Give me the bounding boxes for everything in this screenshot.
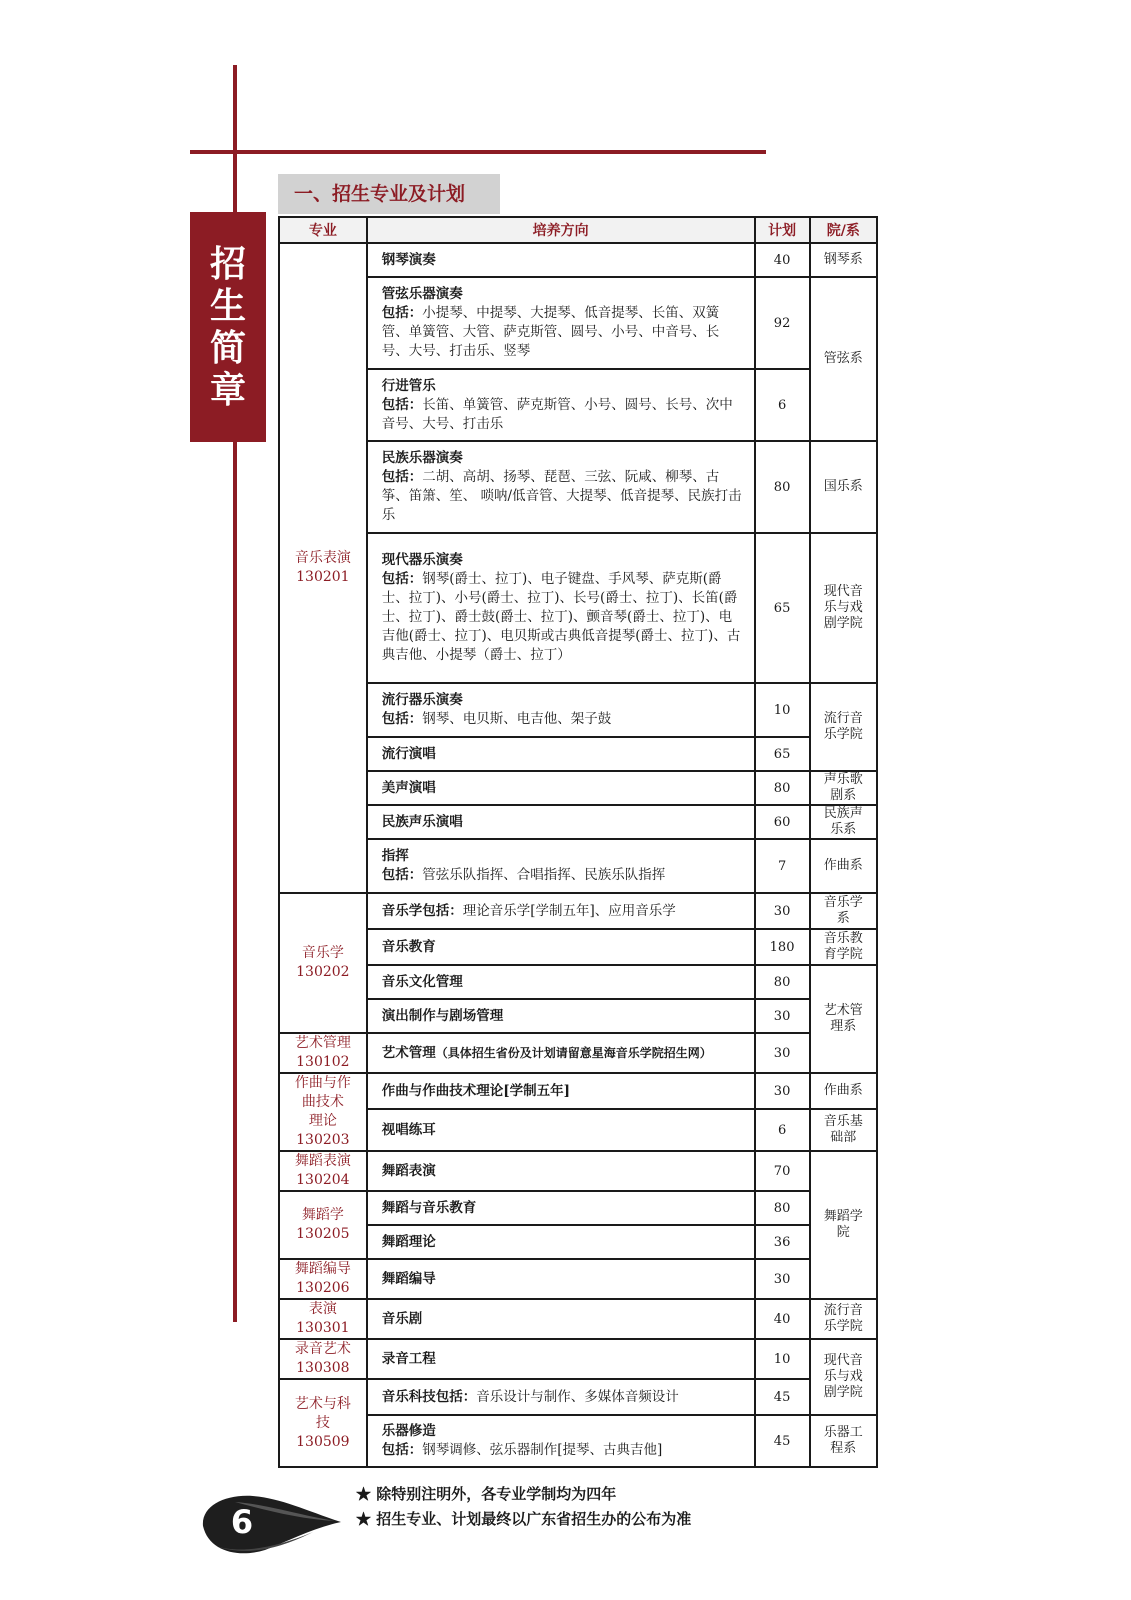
major-code: 130204 (296, 1172, 350, 1188)
detail-label: 包括： (381, 469, 423, 485)
table-row (279, 1299, 877, 1339)
table-row (279, 1259, 877, 1299)
direction-detail: 钢琴(爵士、拉丁)、电子键盘、手风琴、萨克斯(爵士、拉丁)、小号(爵士、拉丁)、长号(爵士、拉丁)、长笛(爵士、拉丁)、爵士鼓(爵士、拉丁)、颤音琴(爵士、拉丁)、电吉他(爵士、拉丁)、电贝斯或古典低音提琴(爵士、拉丁)、古典吉他、小提琴（爵士、拉丁） (381, 571, 741, 663)
major-name: 技 (315, 1414, 330, 1431)
direction-detail: 小提琴、中提琴、大提琴、低音提琴、长笛、双簧管、单簧管、大管、萨克斯管、圆号、小号、中音号、长号、大号、打击乐、竖琴 (381, 305, 720, 359)
direction-cell (367, 1299, 755, 1339)
major-code: 130308 (296, 1360, 350, 1376)
dept-cell (810, 243, 877, 277)
plan-cell: 80 (755, 441, 810, 533)
direction-cell (367, 1033, 755, 1073)
plan-cell: 80 (755, 1191, 810, 1225)
direction-cell (367, 1073, 755, 1109)
direction-name: 管弦乐器演奏 (381, 286, 463, 302)
direction-name: 美声演唱 (381, 779, 436, 796)
direction-detail: 二胡、高胡、扬琴、琵琶、三弦、阮咸、柳琴、古筝、笛箫、笙、 唢呐/低音管、大提琴、低音提琴、民族打击乐 (381, 469, 742, 523)
major-code: 130202 (296, 964, 350, 980)
direction-cell (367, 805, 755, 839)
table-row (279, 771, 877, 805)
direction-cell (367, 965, 755, 999)
major-name: 表演 (308, 1301, 337, 1317)
direction-name: 流行器乐演奏 (381, 692, 463, 708)
direction-cell (367, 1151, 755, 1191)
major-name: 舞蹈表演 (294, 1153, 351, 1169)
dept-name: 流行音乐学院 (823, 711, 863, 742)
direction-name: 录音工程 (381, 1350, 436, 1367)
table-row (279, 1339, 877, 1379)
direction-cell (367, 1415, 755, 1467)
direction-cell (367, 1191, 755, 1225)
table-row (279, 441, 877, 533)
header-direction: 培养方向 (367, 217, 755, 243)
horizontal-rule (190, 150, 766, 154)
dept-cell (810, 1151, 877, 1299)
direction-cell (367, 1379, 755, 1415)
major-name: 舞蹈编导 (294, 1261, 351, 1277)
plan-cell: 60 (755, 805, 810, 839)
major-cell (279, 1339, 367, 1379)
plan-cell: 30 (755, 999, 810, 1033)
major-code: 130203 (296, 1132, 350, 1148)
side-title-char: 章 (209, 369, 246, 411)
direction-cell (367, 441, 755, 533)
major-cell (279, 1073, 367, 1151)
table-row (279, 737, 877, 771)
plan-cell: 45 (755, 1415, 810, 1467)
plan-cell: 65 (755, 533, 810, 683)
dept-name: 舞蹈学院 (823, 1209, 863, 1240)
direction-cell (367, 893, 755, 929)
direction-name: 行进管乐 (381, 377, 436, 394)
major-name: 作曲与作 (294, 1075, 351, 1091)
direction-detail: 理论音乐学[学制五年]、应用音乐学 (462, 902, 676, 919)
direction-note: （具体招生省份及计划请留意星海音乐学院招生网） (435, 1045, 712, 1060)
direction-cell (367, 929, 755, 965)
direction-name: 舞蹈编导 (381, 1270, 436, 1287)
major-cell (279, 1299, 367, 1339)
dept-cell (810, 1339, 877, 1415)
dept-name: 音乐基础部 (823, 1114, 863, 1145)
dept-name: 乐器工程系 (823, 1425, 863, 1456)
direction-name: 乐器修造 (381, 1423, 436, 1439)
table-row (279, 893, 877, 929)
plan-cell: 40 (755, 1299, 810, 1339)
plan-cell: 80 (755, 771, 810, 805)
major-name: 曲技术 (301, 1094, 344, 1110)
plan-cell: 10 (755, 683, 810, 737)
direction-cell (367, 369, 755, 441)
dept-name: 作曲系 (823, 858, 863, 873)
major-name: 录音艺术 (294, 1341, 351, 1357)
major-code: 130102 (296, 1054, 350, 1070)
dept-cell (810, 1073, 877, 1109)
direction-cell (367, 1109, 755, 1151)
plan-cell: 30 (755, 893, 810, 929)
footnotes (356, 1482, 691, 1532)
direction-cell (367, 1225, 755, 1259)
major-name: 音乐表演 (294, 550, 351, 566)
plan-cell: 80 (755, 965, 810, 999)
direction-name: 音乐科技包括： (381, 1388, 477, 1405)
table-row (279, 1109, 877, 1151)
plan-cell: 40 (755, 243, 810, 277)
direction-name: 指挥 (381, 848, 409, 864)
header-major: 专业 (279, 217, 367, 243)
plan-cell: 70 (755, 1151, 810, 1191)
dept-cell (810, 893, 877, 929)
detail-label: 包括： (381, 396, 423, 413)
side-title-char: 简 (209, 327, 246, 369)
direction-cell (367, 243, 755, 277)
direction-name: 现代器乐演奏 (381, 552, 463, 568)
plan-cell: 30 (755, 1073, 810, 1109)
direction-name: 音乐教育 (381, 938, 436, 955)
section-title: 一、招生专业及计划 (278, 174, 500, 214)
table-row (279, 999, 877, 1033)
footnote: ★ 除特别注明外，各专业学制均为四年 (356, 1485, 617, 1503)
dept-name: 作曲系 (823, 1083, 863, 1098)
dept-name: 流行音乐学院 (823, 1303, 863, 1334)
direction-cell (367, 737, 755, 771)
major-code: 130206 (296, 1280, 350, 1296)
direction-cell (367, 999, 755, 1033)
direction-name: 流行演唱 (381, 745, 436, 762)
table-row (279, 1415, 877, 1467)
header-dept: 院/系 (810, 217, 877, 243)
side-title-char: 生 (209, 285, 246, 327)
plan-cell: 45 (755, 1379, 810, 1415)
dept-name: 现代音乐与戏剧学院 (823, 584, 863, 631)
table-row (279, 1073, 877, 1109)
major-cell (279, 1259, 367, 1299)
direction-detail: 管弦乐队指挥、合唱指挥、民族乐队指挥 (422, 867, 666, 883)
direction-name: 音乐文化管理 (381, 973, 463, 990)
major-code: 130205 (296, 1226, 350, 1242)
plan-cell: 30 (755, 1033, 810, 1073)
direction-detail: 长笛、单簧管、萨克斯管、小号、圆号、长号、次中音号、大号、打击乐 (381, 396, 733, 432)
dept-name: 管弦系 (823, 351, 863, 366)
direction-name: 民族声乐演唱 (381, 813, 463, 830)
direction-cell (367, 533, 755, 683)
plan-cell: 6 (755, 1109, 810, 1151)
direction-cell (367, 1339, 755, 1379)
direction-name: 舞蹈表演 (381, 1162, 436, 1179)
plan-cell: 10 (755, 1339, 810, 1379)
detail-label: 包括： (381, 1442, 423, 1458)
table-row (279, 1225, 877, 1259)
dept-name: 音乐教育学院 (823, 931, 863, 962)
major-cell (279, 1379, 367, 1467)
major-name: 音乐学 (301, 945, 344, 961)
major-cell (279, 243, 367, 893)
dept-cell (810, 805, 877, 839)
plan-cell: 6 (755, 369, 810, 441)
dept-name: 民族声乐系 (823, 806, 863, 837)
direction-name: 舞蹈与音乐教育 (381, 1199, 477, 1216)
dept-cell (810, 533, 877, 683)
direction-name: 演出制作与剧场管理 (381, 1007, 504, 1024)
direction-cell (367, 1259, 755, 1299)
table-row (279, 533, 877, 683)
table-row (279, 1033, 877, 1073)
table-row (279, 805, 877, 839)
plan-cell: 180 (755, 929, 810, 965)
dept-name: 艺术管理系 (823, 1003, 863, 1034)
major-code: 130301 (296, 1320, 350, 1336)
table-row (279, 277, 877, 369)
major-name: 艺术管理 (294, 1035, 351, 1051)
dept-cell (810, 277, 877, 441)
side-title-block (190, 212, 266, 442)
direction-detail: 钢琴、电贝斯、电吉他、架子鼓 (422, 711, 612, 727)
table-row (279, 839, 877, 893)
dept-name: 声乐歌剧系 (823, 772, 863, 803)
major-code: 130201 (296, 569, 350, 585)
table-row (279, 1151, 877, 1191)
direction-detail: 钢琴调修、弦乐器制作[提琴、古典吉他] (422, 1442, 663, 1458)
side-title-char: 招 (209, 243, 246, 285)
direction-cell (367, 839, 755, 893)
major-name: 艺术与科 (294, 1395, 351, 1412)
dept-cell (810, 441, 877, 533)
detail-label: 包括： (381, 305, 423, 321)
dept-name: 钢琴系 (823, 252, 863, 267)
direction-cell (367, 683, 755, 737)
dept-cell (810, 965, 877, 1073)
table-row (279, 929, 877, 965)
table-row (279, 369, 877, 441)
table-row (279, 243, 877, 277)
dept-cell (810, 839, 877, 893)
dept-name: 现代音乐与戏剧学院 (823, 1353, 863, 1400)
plan-cell: 65 (755, 737, 810, 771)
footnote: ★ 招生专业、计划最终以广东省招生办的公布为准 (356, 1510, 692, 1528)
ink-brush-stroke (195, 1488, 345, 1560)
major-cell (279, 893, 367, 1033)
major-name: 舞蹈学 (301, 1207, 344, 1223)
major-cell (279, 1151, 367, 1191)
dept-cell (810, 1415, 877, 1467)
direction-cell (367, 771, 755, 805)
dept-cell (810, 1299, 877, 1339)
major-cell (279, 1033, 367, 1073)
direction-name: 音乐学包括： (381, 902, 463, 919)
enrollment-plan-table (278, 216, 878, 1468)
plan-cell: 7 (755, 839, 810, 893)
direction-name: 舞蹈理论 (381, 1233, 436, 1250)
direction-name: 视唱练耳 (381, 1121, 436, 1138)
detail-label: 包括： (381, 867, 423, 883)
dept-name: 国乐系 (823, 479, 863, 494)
plan-cell: 30 (755, 1259, 810, 1299)
table-row (279, 1379, 877, 1415)
dept-cell (810, 771, 877, 805)
detail-label: 包括： (381, 711, 423, 727)
plan-cell: 92 (755, 277, 810, 369)
direction-name: 民族乐器演奏 (381, 450, 463, 466)
major-name: 理论 (308, 1113, 337, 1129)
table-header-row (279, 217, 877, 243)
direction-detail: 音乐设计与制作、多媒体音频设计 (476, 1388, 679, 1405)
table-row (279, 965, 877, 999)
plan-cell: 36 (755, 1225, 810, 1259)
dept-cell (810, 929, 877, 965)
major-cell (279, 1191, 367, 1259)
direction-cell (367, 277, 755, 369)
table-row (279, 1191, 877, 1225)
direction-name: 艺术管理 (381, 1044, 436, 1061)
direction-name: 作曲与作曲技术理论[学制五年] (381, 1082, 571, 1099)
table-row (279, 683, 877, 737)
page-number: 6 (230, 1503, 254, 1541)
dept-cell (810, 683, 877, 771)
direction-name: 钢琴演奏 (381, 251, 436, 268)
detail-label: 包括： (381, 571, 423, 587)
dept-name: 音乐学系 (823, 895, 863, 926)
major-code: 130509 (296, 1433, 350, 1450)
dept-cell (810, 1109, 877, 1151)
direction-name: 音乐剧 (381, 1310, 423, 1327)
header-plan: 计划 (755, 217, 810, 243)
